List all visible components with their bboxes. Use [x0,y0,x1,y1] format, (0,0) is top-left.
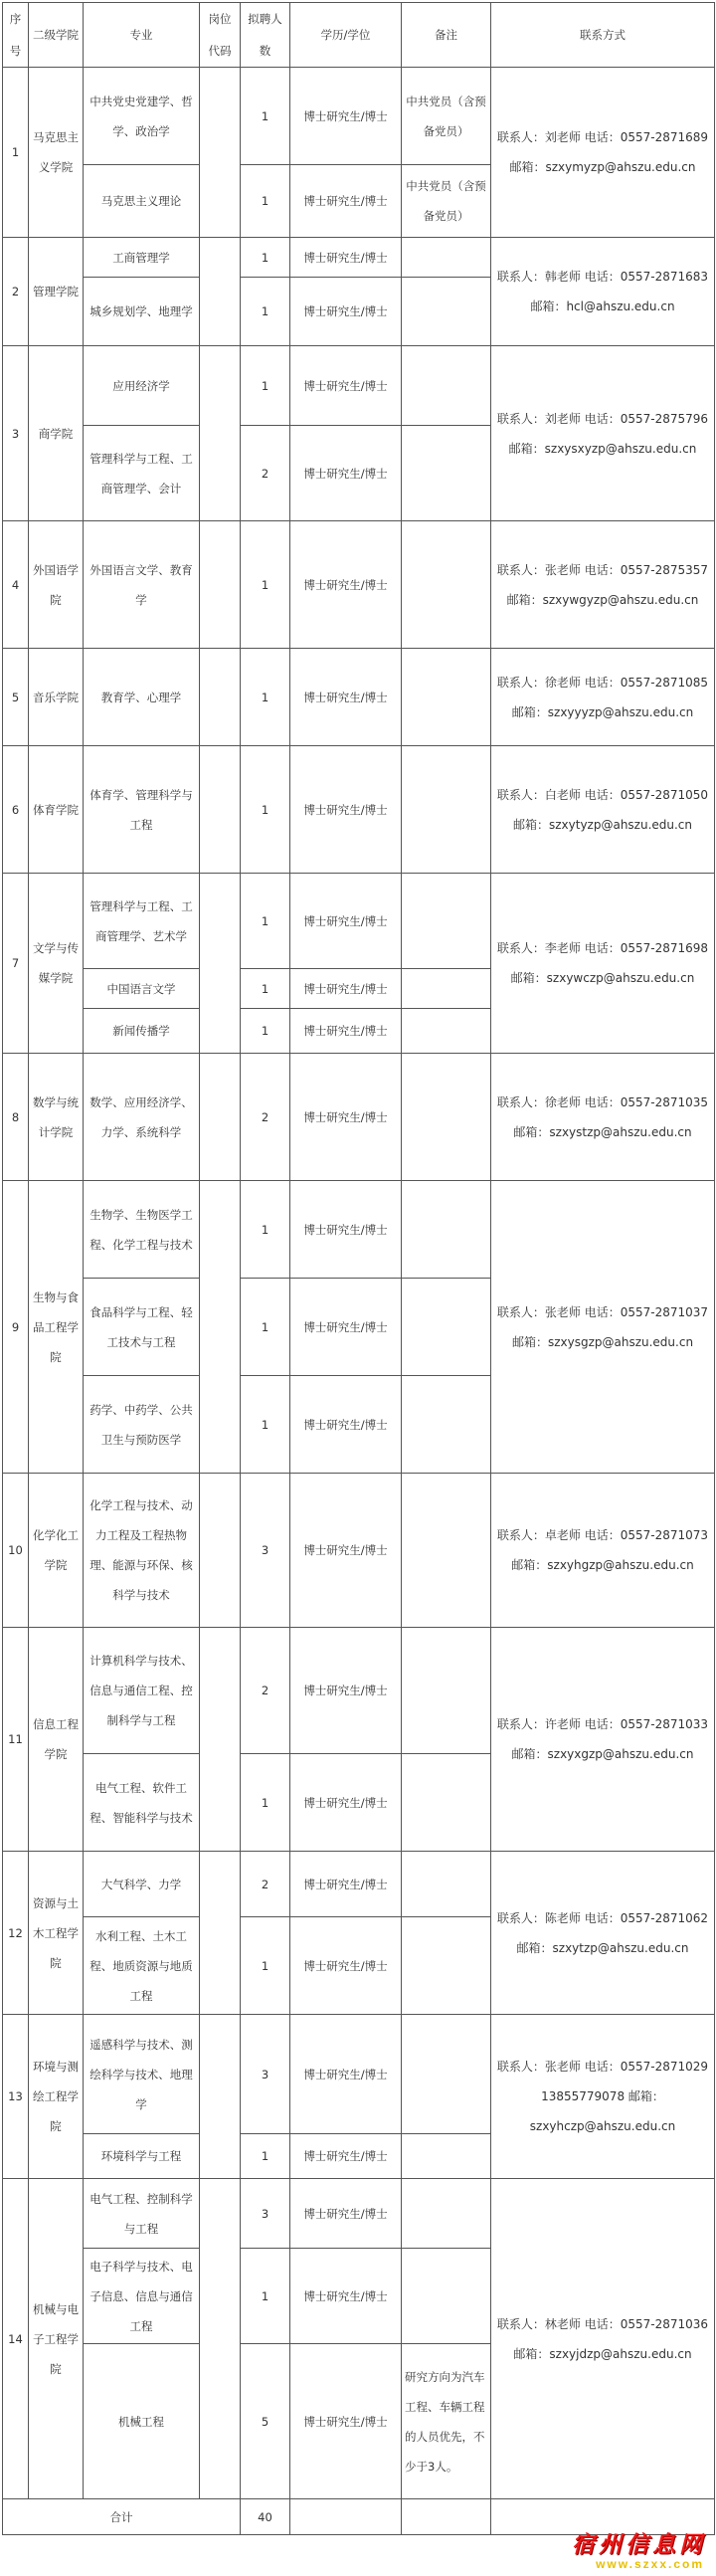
cell-major: 环境科学与工程 [84,2134,200,2179]
cell-note [402,346,491,426]
cell-count: 1 [241,874,290,969]
table-row [3,238,715,278]
cell-count: 1 [241,746,290,874]
cell-college: 管理学院 [29,238,84,346]
cell-no: 4 [3,521,29,649]
cell-degree: 博士研究生/博士 [290,1852,402,1917]
table-row [3,1628,715,1754]
cell-major: 管理科学与工程、工商管理学、会计 [84,426,200,521]
cell-note: 研究方向为汽车工程、车辆工程的人员优先，不少于3人。 [402,2344,491,2499]
cell-major: 中国语言文学 [84,969,200,1009]
cell-no: 2 [3,238,29,346]
cell-count: 1 [241,2249,290,2344]
header-note: 备注 [402,3,491,68]
cell-college: 资源与土木工程学院 [29,1852,84,2015]
table-row [3,874,715,969]
cell-major: 工商管理学 [84,238,200,278]
cell-no: 7 [3,874,29,1054]
cell-no: 8 [3,1054,29,1181]
cell-count: 2 [241,1852,290,1917]
cell-contact: 联系人：张老师 电话：0557-2871029 13855779078 邮箱：szxyhczp@ahszu.edu.cn [491,2015,715,2179]
total-label: 合计 [3,2499,241,2535]
cell-count: 1 [241,1279,290,1376]
cell-note [402,238,491,278]
cell-major: 管理科学与工程、工商管理学、艺术学 [84,874,200,969]
cell-note [402,1009,491,1054]
cell-major: 体育学、管理科学与工程 [84,746,200,874]
table-row [3,521,715,649]
cell-degree: 博士研究生/博士 [290,1009,402,1054]
cell-code [200,68,241,238]
cell-college: 数学与统计学院 [29,1054,84,1181]
cell-major: 马克思主义理论 [84,165,200,238]
cell-code [200,346,241,521]
cell-count: 1 [241,1917,290,2015]
cell-no: 3 [3,346,29,521]
cell-major: 电子科学与技术、电子信息、信息与通信工程 [84,2249,200,2344]
cell-major: 生物学、生物医学工程、化学工程与技术 [84,1181,200,1279]
cell-degree: 博士研究生/博士 [290,1054,402,1181]
table-row [3,649,715,746]
cell-note [402,1181,491,1279]
cell-count: 1 [241,1009,290,1054]
table-row [3,2179,715,2249]
cell-count: 3 [241,2015,290,2134]
cell-major: 教育学、心理学 [84,649,200,746]
cell-note [402,1917,491,2015]
cell-code [200,2179,241,2499]
table-row [3,346,715,426]
cell-contact: 联系人：韩老师 电话：0557-2871683 邮箱：hcl@ahszu.edu.cn [491,238,715,346]
cell-count: 3 [241,2179,290,2249]
cell-degree: 博士研究生/博士 [290,649,402,746]
header-count: 拟聘人数 [241,3,290,68]
cell-major: 新闻传播学 [84,1009,200,1054]
cell-code [200,1054,241,1181]
cell-major: 大气科学、力学 [84,1852,200,1917]
cell-college: 音乐学院 [29,649,84,746]
cell-contact: 联系人：徐老师 电话：0557-2871035 邮箱：szxystzp@ahszu.edu.cn [491,1054,715,1181]
cell-major: 药学、中药学、公共卫生与预防医学 [84,1376,200,1474]
cell-no: 12 [3,1852,29,2015]
cell-college: 文学与传媒学院 [29,874,84,1054]
cell-degree: 博士研究生/博士 [290,426,402,521]
table-row [3,746,715,874]
cell-college: 化学化工学院 [29,1474,84,1628]
cell-no: 11 [3,1628,29,1852]
cell-degree: 博士研究生/博士 [290,2015,402,2134]
recruitment-table [2,2,715,2535]
cell-contact: 联系人：张老师 电话：0557-2871037 邮箱：szxysgzp@ahszu.edu.cn [491,1181,715,1474]
cell-degree: 博士研究生/博士 [290,1181,402,1279]
cell-note [402,1054,491,1181]
cell-code [200,874,241,1054]
cell-degree: 博士研究生/博士 [290,1917,402,2015]
header-college: 二级学院 [29,3,84,68]
cell-code [200,238,241,346]
cell-degree: 博士研究生/博士 [290,278,402,346]
cell-count: 1 [241,1181,290,1279]
cell-count: 2 [241,426,290,521]
cell-degree: 博士研究生/博士 [290,874,402,969]
cell-count: 1 [241,278,290,346]
cell-contact: 联系人：李老师 电话：0557-2871698 邮箱：szxywczp@ahszu.edu.cn [491,874,715,1054]
table-row [3,2015,715,2134]
cell-college: 商学院 [29,346,84,521]
cell-degree: 博士研究生/博士 [290,238,402,278]
header-code: 岗位代码 [200,3,241,68]
cell-major: 遥感科学与技术、测绘科学与技术、地理学 [84,2015,200,2134]
cell-code [200,1628,241,1852]
cell-note [402,746,491,874]
cell-college: 外国语学院 [29,521,84,649]
cell-major: 机械工程 [84,2344,200,2499]
cell-count: 1 [241,649,290,746]
cell-degree: 博士研究生/博士 [290,68,402,165]
cell-code [200,1181,241,1474]
total-count: 40 [241,2499,290,2535]
cell-degree: 博士研究生/博士 [290,2344,402,2499]
cell-degree: 博士研究生/博士 [290,1474,402,1628]
cell-code [200,521,241,649]
cell-major: 城乡规划学、地理学 [84,278,200,346]
cell-major: 食品科学与工程、轻工技术与工程 [84,1279,200,1376]
cell-degree: 博士研究生/博士 [290,1628,402,1754]
watermark-title: 宿州信息网 [572,2531,706,2558]
cell-code [200,649,241,746]
cell-no: 9 [3,1181,29,1474]
cell-note [402,521,491,649]
cell-degree: 博士研究生/博士 [290,346,402,426]
cell-college: 机械与电子工程学院 [29,2179,84,2499]
cell-no: 14 [3,2179,29,2499]
total-empty-contact [491,2499,715,2535]
cell-contact: 联系人：刘老师 电话：0557-2871689 邮箱：szxymyzp@ahszu.edu.cn [491,68,715,238]
cell-no: 10 [3,1474,29,1628]
cell-code [200,2015,241,2179]
cell-contact: 联系人：陈老师 电话：0557-2871062 邮箱：szxytzp@ahszu.edu.cn [491,1852,715,2015]
cell-note [402,1279,491,1376]
cell-note [402,2015,491,2134]
cell-contact: 联系人：张老师 电话：0557-2875357 邮箱：szxywgyzp@ahszu.edu.cn [491,521,715,649]
cell-degree: 博士研究生/博士 [290,521,402,649]
cell-major: 应用经济学 [84,346,200,426]
cell-major: 外国语言文学、教育学 [84,521,200,649]
cell-note [402,1376,491,1474]
cell-note [402,1754,491,1852]
cell-note [402,649,491,746]
cell-count: 5 [241,2344,290,2499]
cell-count: 1 [241,68,290,165]
cell-degree: 博士研究生/博士 [290,2179,402,2249]
cell-contact: 联系人：林老师 电话：0557-2871036 邮箱：szxyjdzp@ahszu.edu.cn [491,2179,715,2499]
header-contact: 联系方式 [491,3,715,68]
site-watermark [541,2532,710,2572]
cell-degree: 博士研究生/博士 [290,969,402,1009]
cell-contact: 联系人：卓老师 电话：0557-2871073 邮箱：szxyhgzp@ahszu.edu.cn [491,1474,715,1628]
cell-college: 信息工程学院 [29,1628,84,1852]
cell-major: 电气工程、软件工程、智能科学与技术 [84,1754,200,1852]
cell-count: 1 [241,521,290,649]
cell-count: 2 [241,1054,290,1181]
cell-code [200,1474,241,1628]
table-row [3,1852,715,1917]
cell-college: 马克思主义学院 [29,68,84,238]
cell-contact: 联系人：徐老师 电话：0557-2871085 邮箱：szxyyyzp@ahszu.edu.cn [491,649,715,746]
cell-major: 中共党史党建学、哲学、政治学 [84,68,200,165]
cell-code [200,746,241,874]
cell-degree: 博士研究生/博士 [290,1279,402,1376]
cell-degree: 博士研究生/博士 [290,2249,402,2344]
header-no: 序号 [3,3,29,68]
table-row [3,1474,715,1628]
cell-note: 中共党员（含预备党员） [402,165,491,238]
cell-count: 3 [241,1474,290,1628]
cell-note: 中共党员（含预备党员） [402,68,491,165]
cell-contact: 联系人：刘老师 电话：0557-2875796 邮箱：szxysxyzp@ahszu.edu.cn [491,346,715,521]
cell-count: 1 [241,346,290,426]
cell-note [402,1628,491,1754]
cell-note [402,278,491,346]
cell-degree: 博士研究生/博士 [290,746,402,874]
cell-contact: 联系人：白老师 电话：0557-2871050 邮箱：szxytyzp@ahszu.edu.cn [491,746,715,874]
cell-degree: 博士研究生/博士 [290,2134,402,2179]
cell-count: 2 [241,1628,290,1754]
total-empty-note [402,2499,491,2535]
cell-note [402,2249,491,2344]
total-row [3,2499,715,2535]
cell-note [402,426,491,521]
cell-major: 水利工程、土木工程、地质资源与地质工程 [84,1917,200,2015]
cell-major: 化学工程与技术、动力工程及工程热物理、能源与环保、核科学与技术 [84,1474,200,1628]
cell-count: 1 [241,1376,290,1474]
cell-no: 13 [3,2015,29,2179]
watermark-domain: www.szxx.com [596,2557,704,2571]
cell-note [402,969,491,1009]
cell-college: 生物与食品工程学院 [29,1181,84,1474]
cell-note [402,2134,491,2179]
cell-no: 1 [3,68,29,238]
cell-note [402,1852,491,1917]
table-row [3,68,715,165]
cell-degree: 博士研究生/博士 [290,165,402,238]
table-row [3,1181,715,1279]
cell-college: 环境与测绘工程学院 [29,2015,84,2179]
cell-count: 1 [241,165,290,238]
cell-no: 6 [3,746,29,874]
cell-note [402,1474,491,1628]
cell-major: 电气工程、控制科学与工程 [84,2179,200,2249]
table-header-row [3,3,715,68]
cell-count: 1 [241,2134,290,2179]
cell-note [402,874,491,969]
cell-count: 1 [241,238,290,278]
cell-degree: 博士研究生/博士 [290,1376,402,1474]
cell-count: 1 [241,969,290,1009]
header-major: 专业 [84,3,200,68]
header-degree: 学历/学位 [290,3,402,68]
total-empty-degree [290,2499,402,2535]
cell-major: 数学、应用经济学、力学、系统科学 [84,1054,200,1181]
cell-note [402,2179,491,2249]
cell-count: 1 [241,1754,290,1852]
table-row [3,1054,715,1181]
cell-college: 体育学院 [29,746,84,874]
cell-contact: 联系人：许老师 电话：0557-2871033 邮箱：szxyxgzp@ahszu.edu.cn [491,1628,715,1852]
cell-no: 5 [3,649,29,746]
cell-major: 计算机科学与技术、信息与通信工程、控制科学与工程 [84,1628,200,1754]
cell-code [200,1852,241,2015]
cell-degree: 博士研究生/博士 [290,1754,402,1852]
